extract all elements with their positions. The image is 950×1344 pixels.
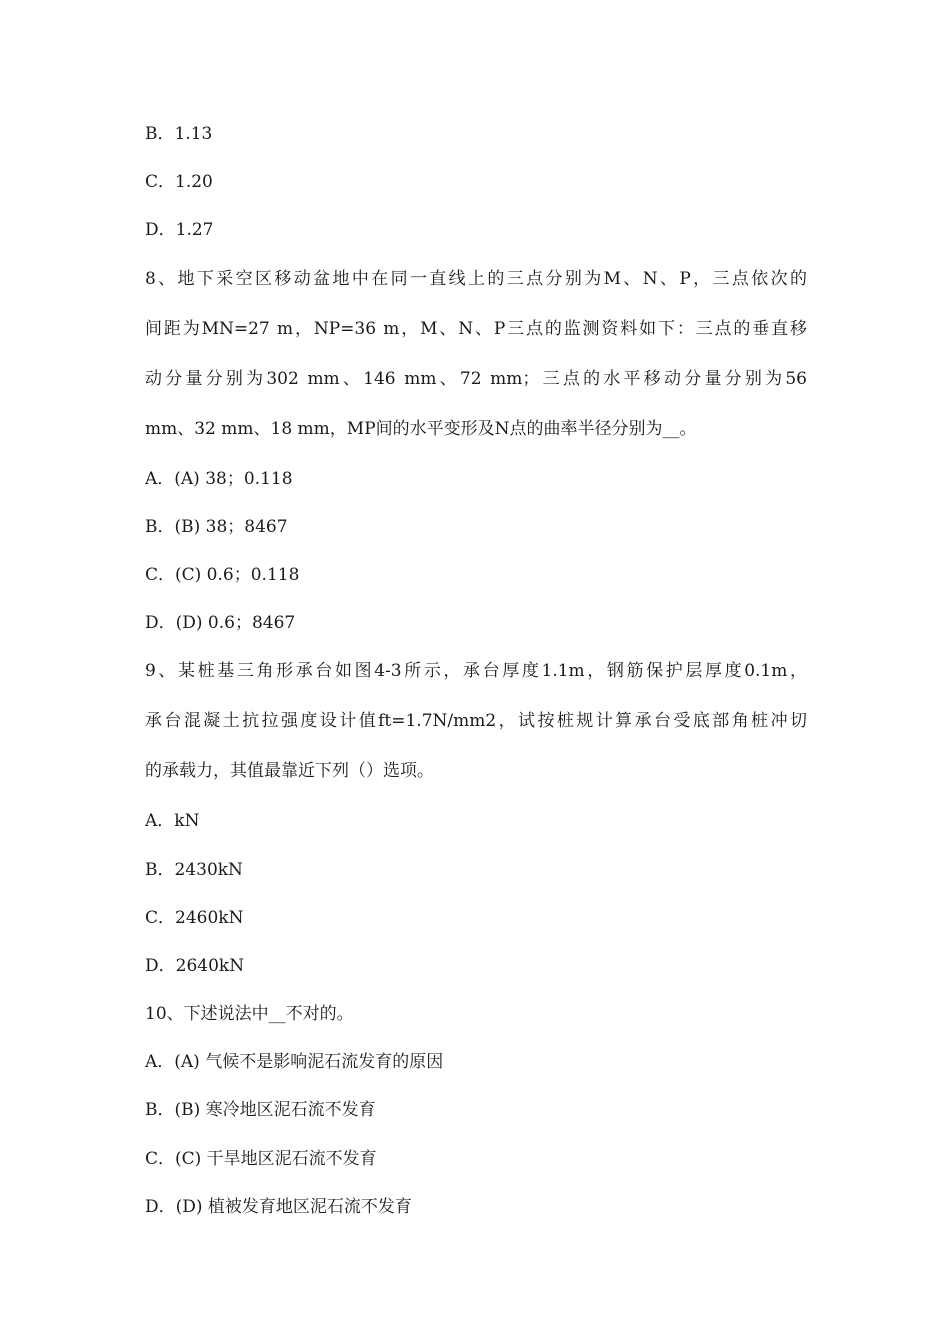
q10-stem: 10、下述说法中__不对的。 — [145, 1004, 354, 1025]
q8-option-a: A．(A) 38；0.118 — [145, 468, 293, 489]
q9-option-b: B．2430kN — [145, 859, 243, 880]
q9-stem — [145, 659, 807, 783]
q9-stem-line: 承台混凝土抗拉强度设计值ft=1.7N/mm2，试按桩规计算承台受底部角桩冲切 — [145, 711, 807, 732]
q10-option-b: B．(B) 寒冷地区泥石流不发育 — [145, 1100, 376, 1121]
q8-stem — [145, 267, 807, 441]
q9-stem-line: 的承载力，其值最靠近下列（）选项。 — [145, 761, 434, 782]
q9-option-d: D．2640kN — [145, 955, 245, 976]
q9-option-c: C．2460kN — [145, 907, 244, 928]
q8-option-c: C．(C) 0.6；0.118 — [145, 564, 300, 585]
q9-stem-line: 9、某桩基三角形承台如图4-3所示，承台厚度1.1m，钢筋保护层厚度0.1m， — [145, 661, 807, 682]
q8-stem-line: mm、32 mm、18 mm，MP间的水平变形及N点的曲率半径分别为__。 — [145, 418, 697, 439]
q9-option-a: A．kN — [145, 811, 200, 832]
q8-stem-line: 间距为MN=27 m，NP=36 m，M、N、P三点的监测资料如下：三点的垂直移 — [145, 318, 807, 339]
q7-option-b: B．1.13 — [145, 124, 213, 144]
q8-stem-line: 8、地下采空区移动盆地中在同一直线上的三点分别为M、N、P，三点依次的 — [145, 268, 807, 289]
q8-stem-line: 动分量分别为302 mm、146 mm、72 mm；三点的水平移动分量分别为56 — [145, 368, 807, 389]
document-body — [145, 122, 807, 1243]
q7-option-d: D．1.27 — [145, 220, 214, 241]
q8-option-b: B．(B) 38；8467 — [145, 516, 288, 537]
q10-option-d: D．(D) 植被发育地区泥石流不发育 — [145, 1196, 412, 1217]
q8-option-d: D．(D) 0.6；8467 — [145, 613, 296, 634]
q10-option-c: C．(C) 干旱地区泥石流不发育 — [145, 1148, 377, 1169]
q7-option-c: C．1.20 — [145, 172, 213, 193]
q10-option-a: A．(A) 气候不是影响泥石流发育的原因 — [145, 1052, 444, 1073]
